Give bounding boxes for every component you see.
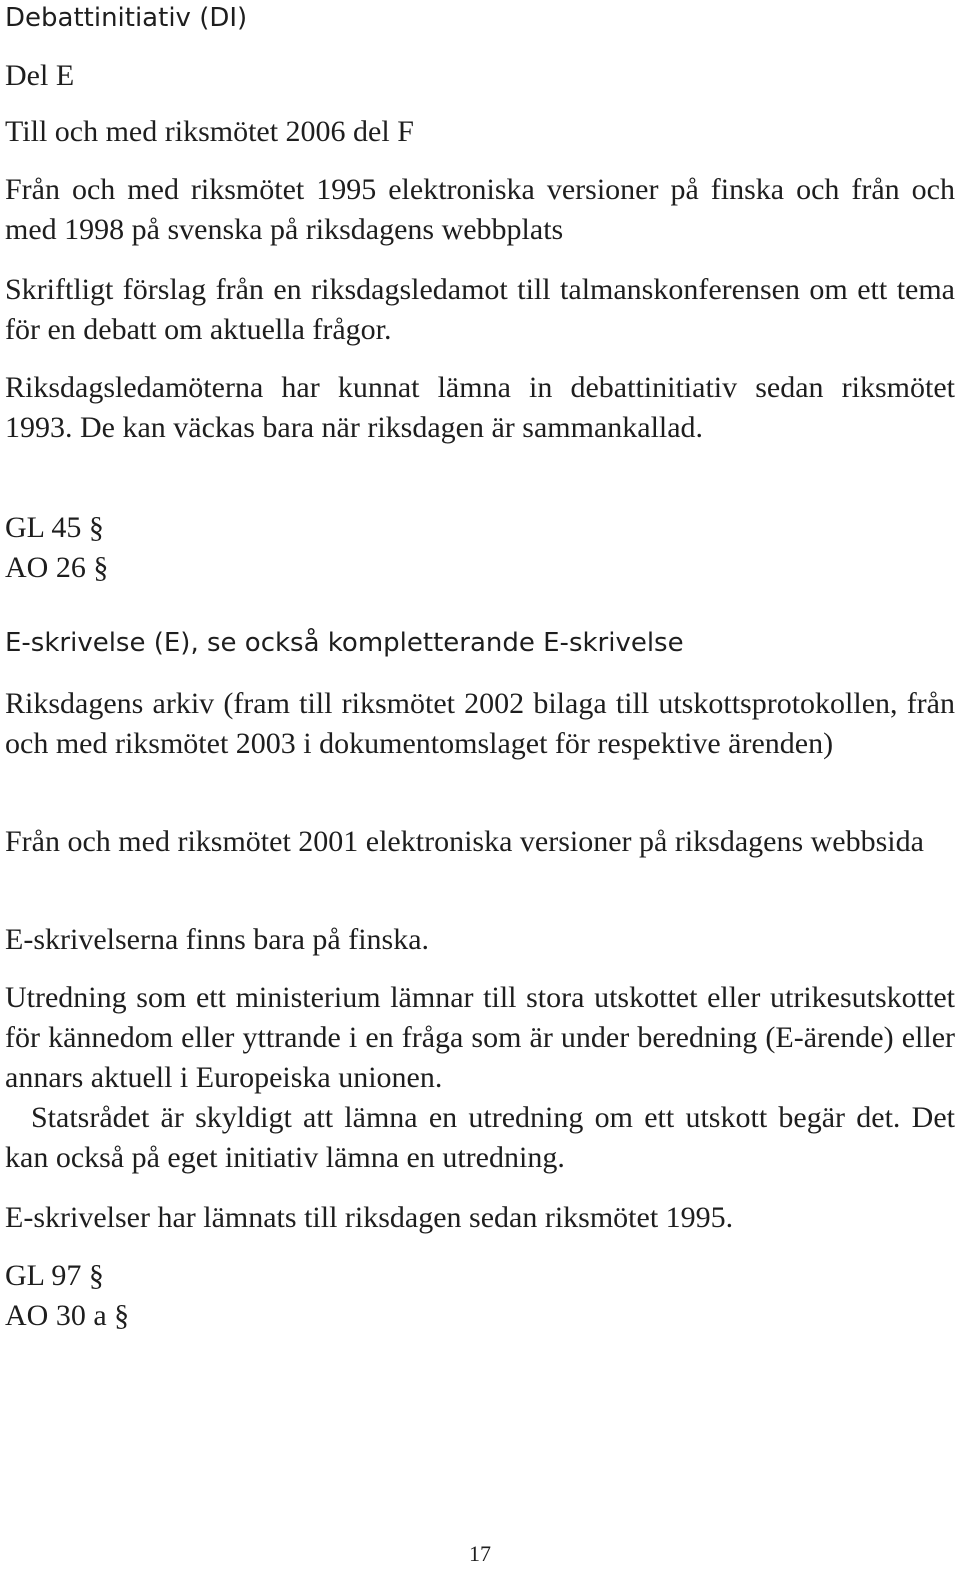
section-heading-e-skrivelse: E-skrivelse (E), se också kompletterande E-skrivelse: [5, 628, 684, 658]
law-reference: GL 97 §: [5, 1259, 104, 1292]
section-heading-debattinitiativ: Debattinitiativ (DI): [5, 3, 248, 33]
history-paragraph: [5, 368, 955, 448]
history-text: Riksdagsledamöterna har kunnat lämna in debattinitiativ sedan riksmötet 1993. De kan väckas bara när riksdagen är sammankallad.: [5, 371, 955, 444]
law-reference: GL 45 §: [5, 511, 104, 544]
definition-paragraph: Utredning som ett ministerium lämnar till stora utskottet eller utrikesutskottet för kännedom eller yttrande i en fråga som är under beredning (E-ärende) eller annars aktuell i Europeiska unionen.: [5, 981, 955, 1094]
obligation-paragraph: Statsrådet är skyldigt att lämna en utredning om ett utskott begär det. Det kan också på eget initiativ lämna en utredning.: [5, 1101, 955, 1174]
history-paragraph: E-skrivelser har lämnats till riksdagen sedan riksmötet 1995.: [5, 1201, 734, 1234]
law-reference: AO 26 §: [5, 551, 109, 584]
electronic-versions-paragraph: Från och med riksmötet 1995 elektroniska versioner på finska och från och med 1998 på svenska på riksdagens webbplats: [5, 173, 955, 246]
electronic-versions-paragraph: Från och med riksmötet 2001 elektroniska versioner på riksdagens webbsida: [5, 825, 924, 858]
definition-paragraph: Skriftligt förslag från en riksdagsledamot till talmanskonferensen om ett tema för en debatt om aktuella frågor.: [5, 273, 955, 346]
page-number: 17: [469, 1541, 491, 1566]
location-paragraph: Till och med riksmötet 2006 del F: [5, 115, 414, 148]
law-reference: AO 30 a §: [5, 1299, 130, 1332]
location-paragraph: Del E: [5, 59, 75, 92]
location-paragraph: Riksdagens arkiv (fram till riksmötet 2002 bilaga till utskottsprotokollen, från och med riksmötet 2003 i dokumentomslaget för respektive ärenden): [5, 687, 955, 760]
language-note-paragraph: E-skrivelserna finns bara på finska.: [5, 923, 430, 956]
